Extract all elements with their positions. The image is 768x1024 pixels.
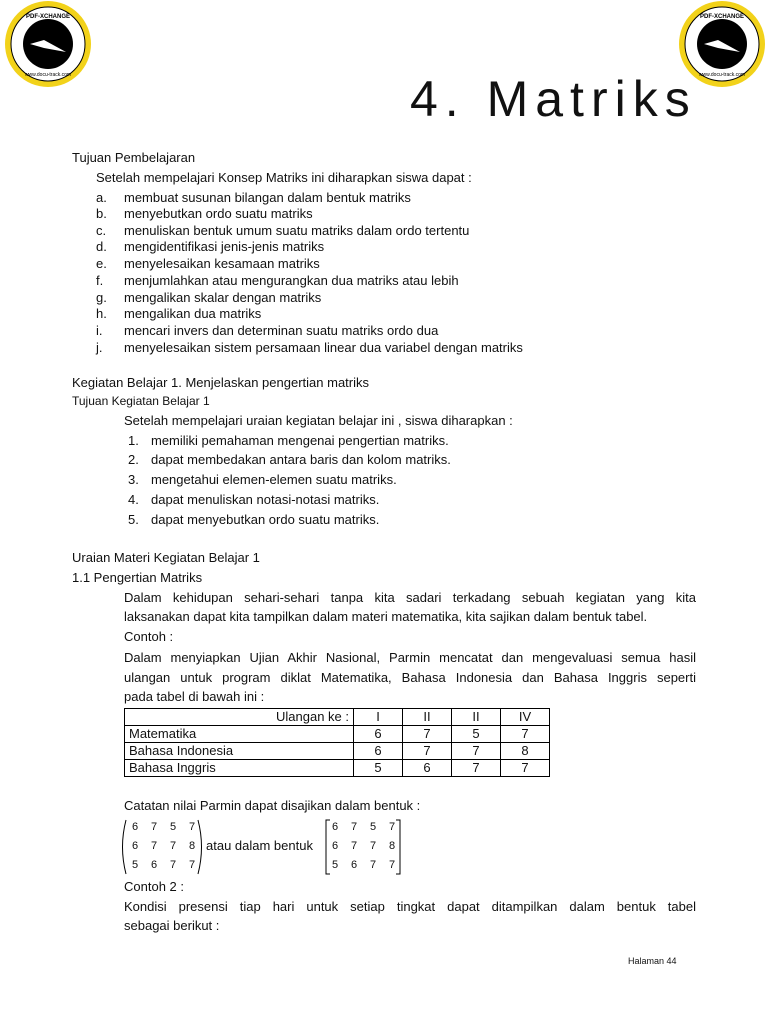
table-row: [125, 726, 550, 743]
paragraph-line: Dalam menyiapkan Ujian Akhir Nasional, Parmin mencatat dan mengevaluasi semua hasil: [124, 650, 696, 665]
matrix-element: 7: [389, 821, 396, 833]
table-header-cell: I: [354, 709, 403, 726]
table-cell: Bahasa Inggris: [125, 760, 354, 777]
table-cell: 7: [403, 726, 452, 743]
table-cell: 7: [452, 760, 501, 777]
matrix-parentheses: [132, 818, 208, 875]
matrix-element: 7: [389, 859, 396, 871]
pdf-xchange-logo[interactable]: [0, 0, 96, 96]
matrix-element: 8: [389, 840, 396, 852]
matrix-element: 7: [189, 821, 196, 833]
svg-text:PDF-XCHANGE: PDF-XCHANGE: [699, 14, 745, 20]
table-cell: 7: [403, 743, 452, 760]
section-heading: 1.1 Pengertian Matriks: [72, 570, 203, 585]
table-cell: Bahasa Indonesia: [125, 743, 354, 760]
svg-text:www.docu-track.com: www.docu-track.com: [24, 72, 72, 78]
table-cell: 6: [354, 743, 403, 760]
paragraph-line: Kondisi presensi tiap hari untuk setiap tingkat dapat ditampilkan dalam bentuk tabel: [124, 899, 696, 914]
matrix-element: 6: [351, 859, 358, 871]
score-table: [124, 708, 550, 777]
paragraph-line: laksanakan dapat kita tampilkan dalam materi matematika, kita sajikan dalam bentuk tabel.: [124, 609, 648, 624]
table-cell: 7: [501, 726, 550, 743]
table-cell: 7: [501, 760, 550, 777]
table-header-cell: II: [452, 709, 501, 726]
objectives-heading: Tujuan Pembelajaran: [72, 150, 196, 165]
matrix-element: 6: [132, 821, 139, 833]
objectives-intro: Setelah mempelajari Konsep Matriks ini diharapkan siswa dapat :: [96, 170, 472, 185]
table-cell: 6: [354, 726, 403, 743]
matrix-brackets: [332, 818, 408, 875]
matrix-element: 7: [170, 859, 177, 871]
table-cell: 5: [452, 726, 501, 743]
svg-text:www.docu-track.com: www.docu-track.com: [698, 72, 746, 78]
example-label: Contoh :: [124, 629, 174, 644]
example-label: Contoh 2 :: [124, 879, 184, 894]
paragraph-line: sebagai berikut :: [124, 918, 220, 933]
paragraph-line: pada tabel di bawah ini :: [124, 689, 265, 704]
matrix-element: 7: [170, 840, 177, 852]
matrix-element: 6: [332, 840, 339, 852]
activity-intro: Setelah mempelajari uraian kegiatan belajar ini , siswa diharapkan :: [124, 413, 513, 428]
table-cell: 5: [354, 760, 403, 777]
paragraph-line: ulangan untuk program diklat Matematika, Bahasa Indonesia dan Bahasa Inggris seperti: [124, 670, 696, 685]
table-cell: 6: [403, 760, 452, 777]
svg-text:PDF-XCHANGE: PDF-XCHANGE: [25, 14, 71, 20]
matrix-element: 7: [151, 821, 158, 833]
matrix-element: 5: [170, 821, 177, 833]
table-header-row: [125, 709, 550, 726]
matrix-element: 6: [151, 859, 158, 871]
matrix-element: 7: [151, 840, 158, 852]
matrix-element: 6: [332, 821, 339, 833]
matrix-element: 5: [132, 859, 139, 871]
note-text: Catatan nilai Parmin dapat disajikan dalam bentuk :: [124, 798, 421, 813]
or-form-text: atau dalam bentuk: [206, 838, 313, 853]
table-cell: Matematika: [125, 726, 354, 743]
matrix-element: 8: [189, 840, 196, 852]
matrix-element: 7: [370, 859, 377, 871]
activity-heading: Kegiatan Belajar 1. Menjelaskan pengertian matriks: [72, 375, 370, 390]
matrix-element: 7: [351, 840, 358, 852]
chapter-title: 4. Matriks: [410, 71, 697, 127]
matrix-element: 5: [370, 821, 377, 833]
matrix-element: 7: [351, 821, 358, 833]
table-cell: 7: [452, 743, 501, 760]
matrix-element: 7: [189, 859, 196, 871]
matrix-element: 5: [332, 859, 339, 871]
matrix-element: 6: [132, 840, 139, 852]
table-row: [125, 760, 550, 777]
page-footer: Halaman 44: [628, 956, 677, 966]
table-header-cell: II: [403, 709, 452, 726]
paragraph-line: Dalam kehidupan sehari-sehari tanpa kita sadari terkadang sebuah kegiatan yang kita: [124, 590, 696, 605]
activity-subheading: Tujuan Kegiatan Belajar 1: [72, 394, 210, 408]
material-heading: Uraian Materi Kegiatan Belajar 1: [72, 550, 260, 565]
table-header-cell: IV: [501, 709, 550, 726]
table-header-cell: Ulangan ke :: [125, 709, 354, 726]
matrix-element: 7: [370, 840, 377, 852]
table-row: [125, 743, 550, 760]
table-cell: 8: [501, 743, 550, 760]
